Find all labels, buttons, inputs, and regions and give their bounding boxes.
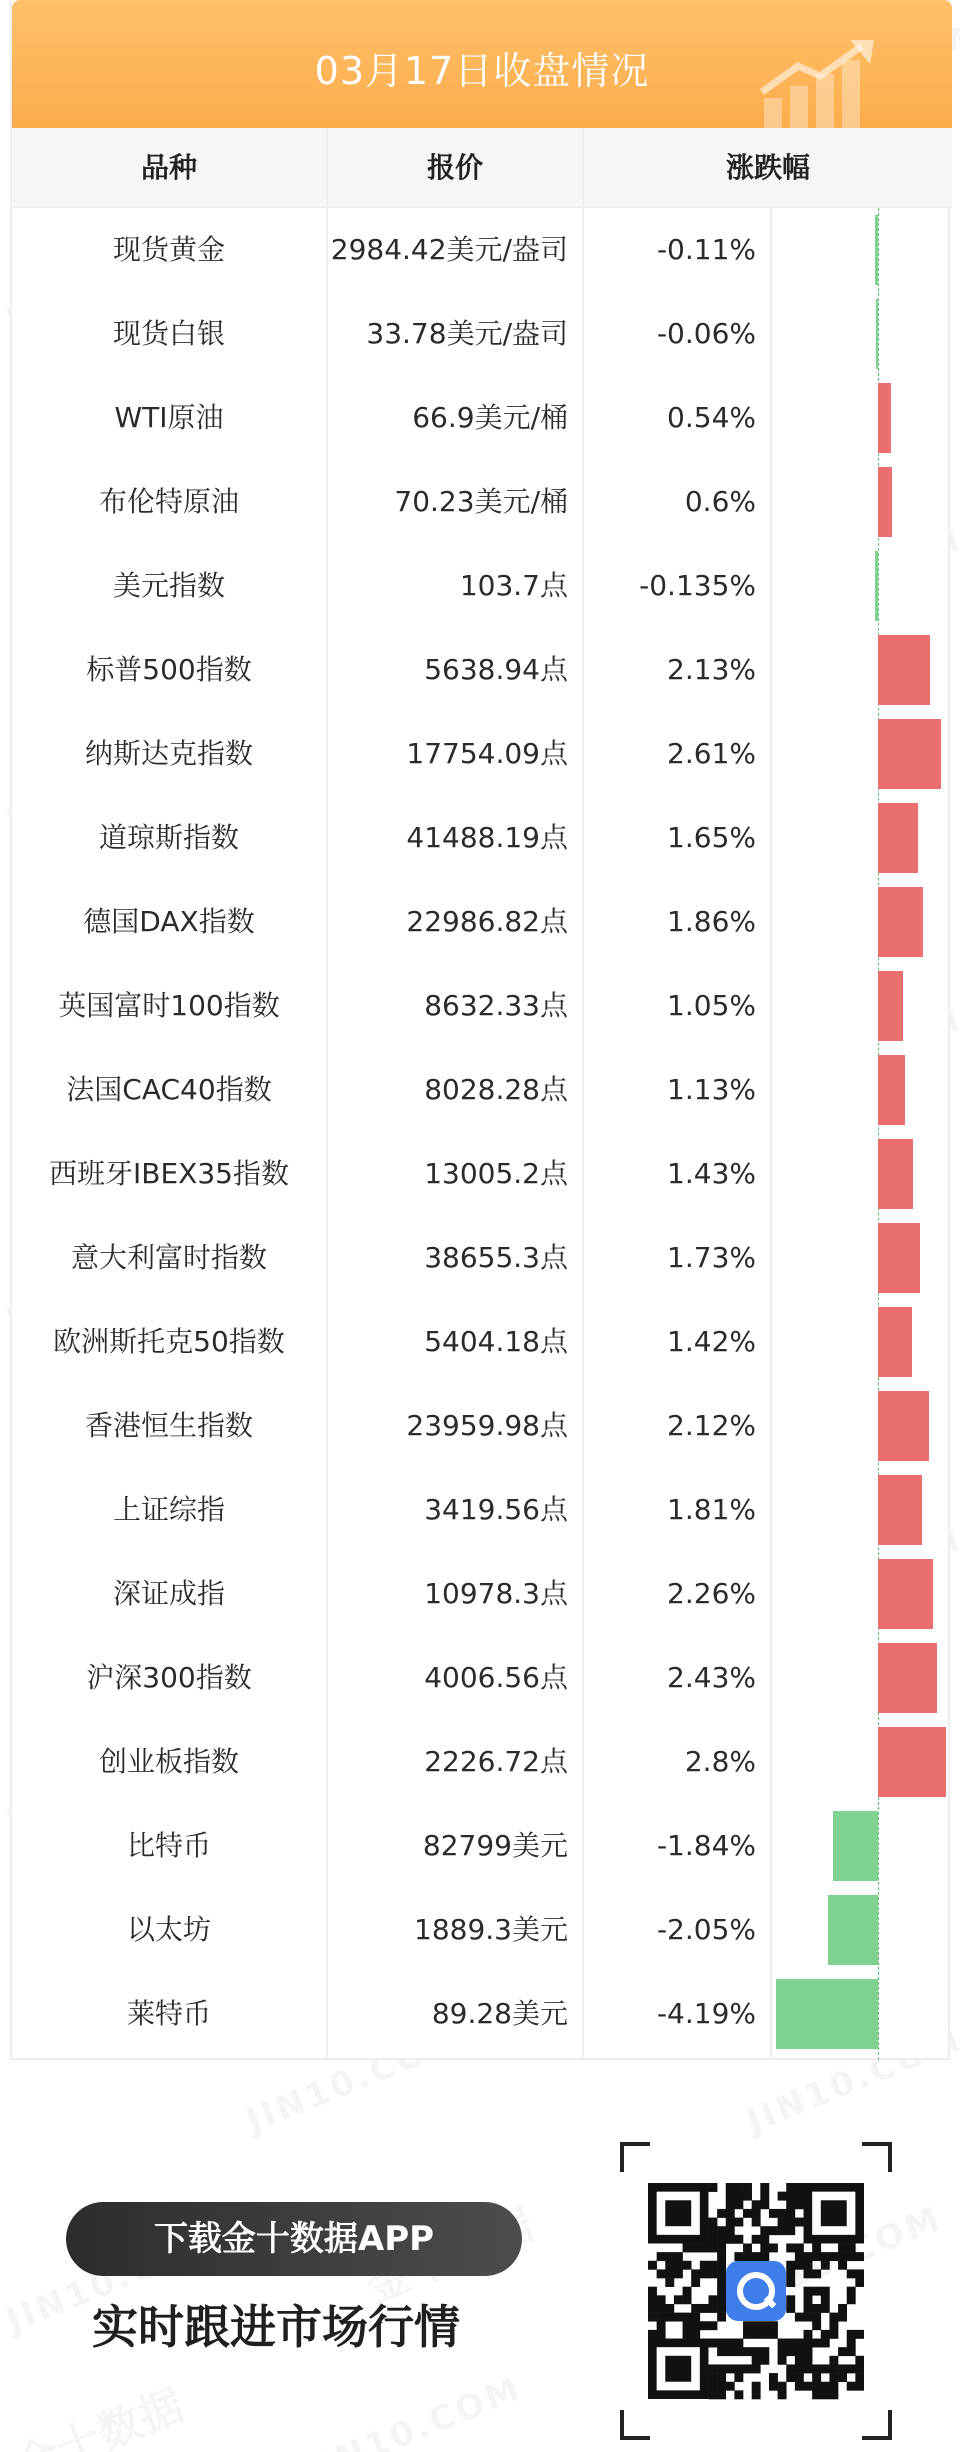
price-value: 3419.56点: [424, 1493, 568, 1526]
download-app-button[interactable]: 下载金十数据APP: [66, 2202, 522, 2276]
change-bar: [878, 971, 904, 1041]
change-percent: 1.73%: [667, 1241, 756, 1274]
price-value: 103.7点: [459, 569, 568, 602]
instrument-name: 深证成指: [112, 1577, 225, 1610]
change-percent: 0.6%: [684, 485, 756, 518]
change-percent: 1.05%: [667, 989, 756, 1022]
change-percent: -2.05%: [656, 1913, 756, 1946]
price-value: 41488.19点: [406, 821, 568, 854]
instrument-name: 现货黄金: [112, 233, 225, 266]
instrument-name: 沪深300指数: [86, 1661, 252, 1694]
header-banner: [12, 0, 952, 128]
qr-corner-mark: [620, 2410, 650, 2440]
change-bar: [878, 1055, 905, 1125]
change-bar: [878, 1139, 913, 1209]
price-value: 82799美元: [422, 1829, 568, 1862]
instrument-name: 意大利富时指数: [70, 1241, 267, 1274]
change-percent: -0.06%: [656, 317, 756, 350]
instrument-name: 上证综指: [112, 1493, 225, 1526]
change-percent: 1.42%: [667, 1325, 756, 1358]
change-percent: 1.65%: [667, 821, 756, 854]
price-value: 8632.33点: [424, 989, 568, 1022]
change-percent: 2.8%: [684, 1745, 756, 1778]
change-bar: [875, 551, 878, 621]
instrument-name: 欧洲斯托克50指数: [53, 1325, 285, 1358]
price-value: 23959.98点: [406, 1409, 568, 1442]
instrument-name: 布伦特原油: [98, 485, 239, 518]
instrument-name: 比特币: [126, 1829, 211, 1862]
price-value: 70.23美元/桶: [394, 485, 568, 518]
change-bar: [876, 299, 877, 369]
market-close-table: [10, 0, 950, 2060]
change-percent: -0.135%: [639, 569, 756, 602]
change-bar: [776, 1979, 878, 2049]
instrument-name: 德国DAX指数: [83, 905, 255, 938]
change-percent: -4.19%: [656, 1997, 756, 2030]
change-percent: 2.43%: [667, 1661, 756, 1694]
column-header-price: 报价: [426, 151, 483, 184]
price-value: 2226.72点: [424, 1745, 568, 1778]
instrument-name: 香港恒生指数: [84, 1409, 253, 1442]
change-percent: 1.43%: [667, 1157, 756, 1190]
instrument-name: 道琼斯指数: [98, 821, 239, 854]
instrument-name: 法国CAC40指数: [66, 1073, 272, 1106]
instrument-name: 创业板指数: [98, 1745, 239, 1778]
change-bar: [828, 1895, 878, 1965]
price-value: 5638.94点: [424, 653, 568, 686]
price-value: 89.28美元: [431, 1997, 568, 2030]
instrument-name: 美元指数: [112, 569, 225, 602]
promo-subtitle: 实时跟进市场行情: [92, 2300, 460, 2354]
page-title: 03月17日收盘情况: [314, 49, 650, 93]
change-percent: 2.13%: [667, 653, 756, 686]
price-value: 17754.09点: [406, 737, 568, 770]
instrument-name: 莱特币: [126, 1997, 211, 2030]
qr-corner-mark: [862, 2142, 892, 2172]
change-bar: [878, 1559, 933, 1629]
instrument-name: 标普500指数: [86, 653, 252, 686]
change-bar: [878, 1307, 913, 1377]
change-bar: [878, 719, 941, 789]
watermark-text: [301, 2369, 528, 2452]
price-value: 66.9美元/桶: [412, 401, 568, 434]
qr-corner-mark: [862, 2410, 892, 2440]
instrument-name: 西班牙IBEX35指数: [49, 1157, 289, 1190]
price-value: 38655.3点: [424, 1241, 568, 1274]
instrument-name: 以太坊: [126, 1913, 211, 1946]
change-percent: 1.81%: [667, 1493, 756, 1526]
instrument-name: 现货白银: [112, 317, 225, 350]
qr-code-image: [648, 2172, 864, 2410]
instrument-name: 纳斯达克指数: [84, 737, 253, 770]
price-value: 1889.3美元: [414, 1913, 568, 1946]
price-value: 13005.2点: [424, 1157, 568, 1190]
change-percent: 2.61%: [667, 737, 756, 770]
change-bar-chart: [772, 208, 950, 2060]
price-value: 2984.42美元/盎司: [330, 233, 568, 266]
change-percent: 2.12%: [667, 1409, 756, 1442]
change-bar: [878, 1223, 920, 1293]
change-bar: [878, 1475, 922, 1545]
change-bar: [878, 1727, 946, 1797]
trend-chart-icon: [758, 40, 878, 128]
change-bar: [878, 635, 930, 705]
price-value: 4006.56点: [424, 1661, 568, 1694]
price-value: 10978.3点: [424, 1577, 568, 1610]
change-bar: [833, 1811, 878, 1881]
table-header: [12, 128, 952, 208]
change-bar: [878, 1391, 930, 1461]
qr-corner-mark: [620, 2142, 650, 2172]
column-header-change: 涨跌幅: [725, 151, 810, 184]
change-bar: [878, 1643, 937, 1713]
watermark-text: [4, 2369, 191, 2452]
price-value: 22986.82点: [406, 905, 568, 938]
price-value: 5404.18点: [424, 1325, 568, 1358]
change-percent: 1.13%: [667, 1073, 756, 1106]
instrument-name: WTI原油: [114, 401, 224, 434]
price-value: 33.78美元/盎司: [366, 317, 568, 350]
change-bar: [878, 383, 891, 453]
change-bar: [878, 887, 923, 957]
change-bar: [875, 215, 878, 285]
change-percent: 2.26%: [667, 1577, 756, 1610]
change-percent: 1.86%: [667, 905, 756, 938]
change-percent: 0.54%: [667, 401, 756, 434]
change-bar: [878, 803, 918, 873]
qr-code-frame: [620, 2142, 892, 2440]
instrument-name: 英国富时100指数: [58, 989, 280, 1022]
change-percent: -0.11%: [656, 233, 756, 266]
change-percent: -1.84%: [656, 1829, 756, 1862]
price-value: 8028.28点: [424, 1073, 568, 1106]
change-bar: [878, 467, 893, 537]
column-header-name: 品种: [140, 151, 197, 184]
